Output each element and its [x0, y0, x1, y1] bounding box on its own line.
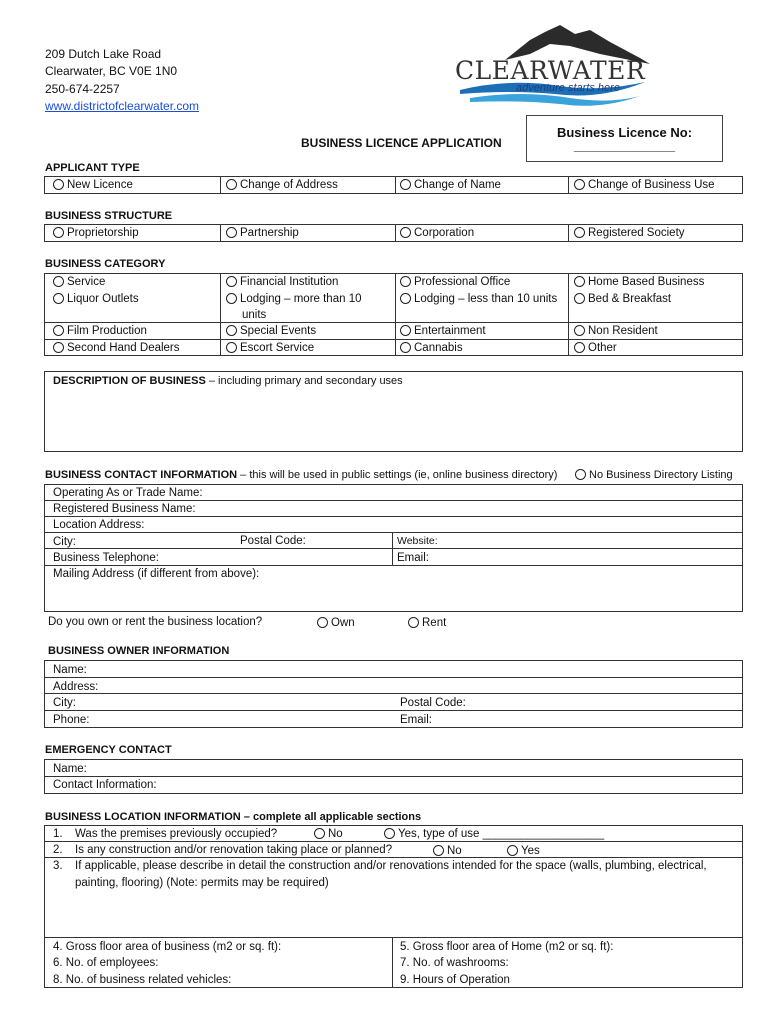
q6-employees[interactable]: 6. No. of employees: [53, 957, 159, 969]
option-own[interactable]: Own [317, 616, 355, 630]
logo-tagline: adventure starts here [516, 82, 620, 94]
radio-icon[interactable] [408, 617, 419, 628]
mailing-address-field[interactable]: Mailing Address (if different from above): [53, 568, 260, 580]
q2-option-yes[interactable]: Yes [507, 844, 540, 858]
radio-icon[interactable] [384, 828, 395, 839]
postal-code-field[interactable]: Postal Code: [240, 535, 306, 547]
description-label: DESCRIPTION OF BUSINESS – including primary and secondary uses [53, 375, 403, 387]
form-title: BUSINESS LICENCE APPLICATION [301, 136, 502, 150]
business-email-field[interactable]: Email: [397, 552, 429, 564]
emergency-heading: EMERGENCY CONTACT [45, 744, 172, 756]
option-registered-society[interactable]: Registered Society [574, 226, 685, 240]
radio-icon[interactable] [226, 293, 237, 304]
radio-icon[interactable] [400, 325, 411, 336]
radio-icon[interactable] [574, 227, 585, 238]
option-proprietorship[interactable]: Proprietorship [53, 226, 139, 240]
radio-icon[interactable] [53, 293, 64, 304]
q7-washrooms[interactable]: 7. No. of washrooms: [400, 957, 509, 969]
option-corporation[interactable]: Corporation [400, 226, 474, 240]
address-line-1: 209 Dutch Lake Road [45, 47, 162, 61]
location-address-field[interactable]: Location Address: [53, 519, 145, 531]
licence-number-field[interactable]: ______________ [573, 138, 676, 153]
radio-icon[interactable] [226, 276, 237, 287]
radio-icon[interactable] [53, 325, 64, 336]
radio-icon[interactable] [226, 227, 237, 238]
radio-icon[interactable] [226, 342, 237, 353]
q3-question-line1: If applicable, please describe in detail the construction and/or renovations intended for the space (walls, plumbing, electrical, [75, 860, 707, 872]
logo-wordmark: CLEARWATER [455, 56, 646, 85]
radio-icon[interactable] [53, 227, 64, 238]
emergency-contact-info-field[interactable]: Contact Information: [53, 779, 157, 791]
q9-hours-of-operation[interactable]: 9. Hours of Operation [400, 974, 510, 986]
radio-icon[interactable] [574, 276, 585, 287]
option-service[interactable]: Service [53, 275, 105, 289]
business-telephone-field[interactable]: Business Telephone: [53, 552, 159, 564]
lodging-units-continuation: units [242, 309, 267, 321]
option-special-events[interactable]: Special Events [226, 324, 316, 338]
city-field[interactable]: City: [53, 536, 76, 548]
q1-option-yes[interactable]: Yes, type of use ___________________ [384, 827, 604, 841]
radio-icon[interactable] [507, 845, 518, 856]
owner-postal-code-field[interactable]: Postal Code: [400, 697, 466, 709]
radio-icon[interactable] [226, 325, 237, 336]
applicant-type-heading: APPLICANT TYPE [45, 162, 140, 174]
operating-as-field[interactable]: Operating As or Trade Name: [53, 487, 203, 499]
q3-question-line2: painting, flooring) (Note: permits may be required) [75, 877, 329, 889]
owner-address-field[interactable]: Address: [53, 681, 99, 693]
option-change-business-use[interactable]: Change of Business Use [574, 178, 715, 192]
q2-question: Is any construction and/or renovation taking place or planned? [75, 844, 393, 856]
phone-number: 250-674-2257 [45, 82, 120, 96]
radio-icon[interactable] [400, 342, 411, 353]
q2-number: 2. [53, 844, 63, 856]
radio-icon[interactable] [574, 342, 585, 353]
owner-city-field[interactable]: City: [53, 697, 76, 709]
option-change-name[interactable]: Change of Name [400, 178, 501, 192]
owner-heading: BUSINESS OWNER INFORMATION [48, 645, 230, 657]
q3-number: 3. [53, 860, 63, 872]
owner-email-field[interactable]: Email: [400, 714, 432, 726]
owner-table [44, 660, 743, 728]
licence-number-box [526, 115, 723, 162]
option-home-based-business[interactable]: Home Based Business [574, 275, 704, 289]
radio-icon[interactable] [574, 179, 585, 190]
option-no-directory-listing[interactable]: No Business Directory Listing [575, 468, 733, 482]
option-entertainment[interactable]: Entertainment [400, 324, 486, 338]
website-link[interactable]: www.districtofclearwater.com [45, 99, 200, 113]
radio-icon[interactable] [575, 469, 586, 480]
option-bed-breakfast[interactable]: Bed & Breakfast [574, 292, 671, 306]
location-heading: BUSINESS LOCATION INFORMATION – complete all applicable sections [45, 811, 422, 823]
business-structure-heading: BUSINESS STRUCTURE [45, 210, 173, 222]
q8-vehicles[interactable]: 8. No. of business related vehicles: [53, 974, 232, 986]
q1-number: 1. [53, 828, 63, 840]
clearwater-logo [450, 20, 655, 110]
option-liquor-outlets[interactable]: Liquor Outlets [53, 292, 139, 306]
radio-icon[interactable] [53, 276, 64, 287]
option-change-address[interactable]: Change of Address [226, 178, 338, 192]
licence-number-label: Business Licence No: [556, 125, 693, 140]
website-field[interactable]: Website: [397, 535, 438, 547]
radio-icon[interactable] [226, 179, 237, 190]
q1-option-no[interactable]: No [314, 827, 343, 841]
option-cannabis[interactable]: Cannabis [400, 341, 463, 355]
radio-icon[interactable] [400, 276, 411, 287]
radio-icon[interactable] [400, 293, 411, 304]
option-second-hand-dealers[interactable]: Second Hand Dealers [53, 341, 180, 355]
option-rent[interactable]: Rent [408, 616, 446, 630]
radio-icon[interactable] [314, 828, 325, 839]
radio-icon[interactable] [400, 227, 411, 238]
emergency-name-field[interactable]: Name: [53, 763, 87, 775]
option-other[interactable]: Other [574, 341, 617, 355]
owner-name-field[interactable]: Name: [53, 664, 87, 676]
radio-icon[interactable] [574, 293, 585, 304]
address-line-2: Clearwater, BC V0E 1N0 [45, 64, 178, 78]
q1-question: Was the premises previously occupied? [75, 828, 278, 840]
radio-icon[interactable] [317, 617, 328, 628]
option-escort-service[interactable]: Escort Service [226, 341, 314, 355]
option-financial-institution[interactable]: Financial Institution [226, 275, 338, 289]
option-professional-office[interactable]: Professional Office [400, 275, 510, 289]
own-rent-question: Do you own or rent the business location? [48, 616, 263, 628]
contact-heading: BUSINESS CONTACT INFORMATION – this will be used in public settings (ie, online business directory) [45, 469, 558, 481]
option-new-licence[interactable]: New Licence [53, 178, 133, 192]
owner-phone-field[interactable]: Phone: [53, 714, 90, 726]
option-lodging-less-than-10[interactable]: Lodging – less than 10 units [400, 292, 557, 306]
radio-icon[interactable] [53, 179, 64, 190]
option-film-production[interactable]: Film Production [53, 324, 147, 338]
q5-gross-floor-area-home[interactable]: 5. Gross floor area of Home (m2 or sq. ft): [400, 941, 614, 953]
q2-option-no[interactable]: No [433, 844, 462, 858]
option-lodging-more-than-10[interactable]: Lodging – more than 10 [226, 292, 361, 306]
registered-name-field[interactable]: Registered Business Name: [53, 503, 196, 515]
radio-icon[interactable] [433, 845, 444, 856]
radio-icon[interactable] [574, 325, 585, 336]
option-partnership[interactable]: Partnership [226, 226, 299, 240]
option-non-resident[interactable]: Non Resident [574, 324, 658, 338]
business-category-heading: BUSINESS CATEGORY [45, 258, 166, 270]
radio-icon[interactable] [400, 179, 411, 190]
radio-icon[interactable] [53, 342, 64, 353]
q4-gross-floor-area-business[interactable]: 4. Gross floor area of business (m2 or sq. ft): [53, 941, 282, 953]
